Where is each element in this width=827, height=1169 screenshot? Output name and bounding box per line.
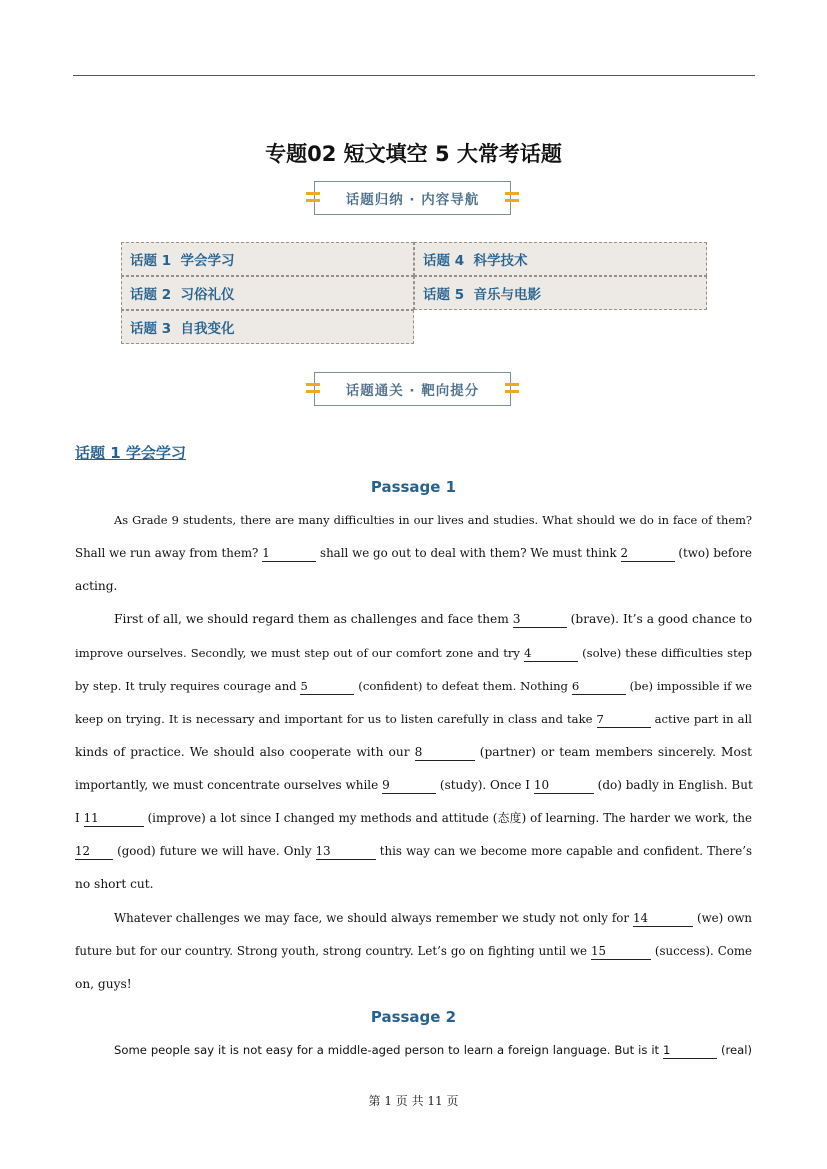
blank-1[interactable]: 1: [663, 1043, 717, 1059]
header-rule: [73, 75, 755, 76]
text: no short cut.: [75, 877, 154, 891]
toc-item-label: 音乐与电影: [473, 287, 541, 303]
text: (solve) these difficulties step: [582, 646, 753, 660]
toc-item-number: 话题 1: [130, 253, 172, 269]
toc-item-number: 话题 5: [423, 287, 465, 303]
blank-9[interactable]: 9: [382, 778, 436, 794]
toc-item-topic-2[interactable]: [121, 276, 414, 310]
passage-line: [75, 676, 752, 696]
passage-line: [114, 510, 752, 530]
blank-4[interactable]: 4: [524, 646, 578, 662]
passage-line: [75, 775, 752, 795]
passage-line: [75, 974, 752, 994]
blank-5[interactable]: 5: [300, 679, 354, 695]
text: (confident) to defeat them. Nothing: [358, 679, 568, 693]
blank-15[interactable]: 15: [591, 944, 651, 960]
blank-13[interactable]: 13: [316, 844, 376, 860]
text: (do) badly in English. But: [597, 778, 753, 792]
text: (real): [720, 1043, 752, 1057]
passage-line: [75, 808, 752, 828]
text: Whatever challenges we may face, we should always remember we study not only for: [114, 911, 629, 925]
text: (be) impossible if we: [629, 679, 753, 693]
toc-item-label: 学会学习: [180, 253, 235, 269]
passage-line: [75, 874, 752, 894]
text: First of all, we should regard them as challenges and face them: [114, 612, 509, 626]
text: kinds of practice. We should also cooperate with our: [75, 745, 410, 759]
text: (success). Come: [654, 944, 753, 958]
passage-1-title: Passage 1: [370, 478, 457, 496]
toc-item-topic-4[interactable]: [414, 242, 707, 276]
blank-12[interactable]: 12: [75, 844, 113, 860]
text: acting.: [75, 579, 118, 593]
text: (good) future we will have. Only: [117, 844, 312, 858]
passage-line: [75, 941, 752, 961]
toc-item-label: 自我变化: [180, 321, 235, 337]
toc-item-label: 习俗礼仪: [180, 287, 235, 303]
text: active part in all: [654, 712, 752, 726]
blank-1[interactable]: 1: [262, 546, 316, 562]
passage-line: [114, 1040, 752, 1060]
passage-line: [75, 576, 752, 596]
passage-line: [75, 709, 752, 729]
page-number: 第 1 页 共 11 页: [368, 1094, 459, 1108]
banner-ornament-icon: [505, 190, 519, 206]
toc-item-number: 话题 4: [423, 253, 465, 269]
text: future but for our country. Strong youth, strong country. Let’s go on fighting until we: [75, 944, 588, 958]
passage-line: [114, 908, 752, 928]
blank-2[interactable]: 2: [621, 546, 675, 562]
toc-item-topic-3[interactable]: [121, 310, 414, 344]
text: (two) before: [678, 546, 752, 560]
toc-item-number: 话题 2: [130, 287, 172, 303]
text: on, guys!: [75, 977, 132, 991]
toc-item-topic-1[interactable]: [121, 242, 414, 276]
topic-1-heading: 话题 1 学会学习: [75, 444, 186, 462]
passage-line: [75, 841, 752, 861]
toc-item-number: 话题 3: [130, 321, 172, 337]
passage-line: [114, 609, 752, 629]
text: Shall we run away from them?: [75, 546, 259, 560]
blank-8[interactable]: 8: [415, 745, 475, 761]
passage-2-title: Passage 2: [370, 1008, 457, 1026]
banner-ornament-icon: [306, 381, 320, 397]
passage-line: [75, 543, 752, 563]
text: improve ourselves. Secondly, we must step out of our comfort zone and try: [75, 646, 520, 660]
blank-14[interactable]: 14: [633, 911, 693, 927]
text: As Grade 9 students, there are many difficulties in our lives and studies. What should we do in face of them?: [114, 513, 752, 527]
text: shall we go out to deal with them? We must think: [320, 546, 617, 560]
text: this way can we become more capable and confident. There’s: [379, 844, 752, 858]
navigation-banner-label: 话题归纳 · 内容导航: [345, 192, 480, 208]
text: importantly, we must concentrate ourselves while: [75, 778, 379, 792]
toc-item-label: 科学技术: [473, 253, 528, 269]
blank-6[interactable]: 6: [572, 679, 626, 695]
text: (study). Once I: [439, 778, 530, 792]
document-title: 专题02 短文填空 5 大常考话题: [265, 142, 562, 166]
blank-10[interactable]: 10: [534, 778, 594, 794]
practice-banner-label: 话题通关 · 靶向提分: [345, 383, 480, 399]
blank-3[interactable]: 3: [513, 612, 567, 628]
blank-7[interactable]: 7: [597, 712, 651, 728]
text: (partner) or team members sincerely. Most: [479, 745, 753, 759]
passage-line: [75, 742, 752, 762]
text: (improve) a lot since I changed my methods and attitude (态度) of learning. The harder we work, the: [147, 811, 753, 825]
blank-11[interactable]: 11: [84, 811, 144, 827]
banner-ornament-icon: [505, 381, 519, 397]
toc-item-topic-5[interactable]: [414, 276, 707, 310]
text: keep on trying. It is necessary and important for us to listen carefully in class and take: [75, 712, 593, 726]
navigation-banner: [314, 181, 511, 215]
text: (brave). It’s a good chance to: [570, 612, 753, 626]
text: Some people say it is not easy for a middle-aged person to learn a foreign language. But is it: [114, 1043, 660, 1057]
passage-line: [75, 643, 752, 663]
banner-ornament-icon: [306, 190, 320, 206]
text: by step. It truly requires courage and: [75, 679, 297, 693]
practice-banner: [314, 372, 511, 406]
text: (we) own: [696, 911, 753, 925]
text: I: [75, 811, 80, 825]
